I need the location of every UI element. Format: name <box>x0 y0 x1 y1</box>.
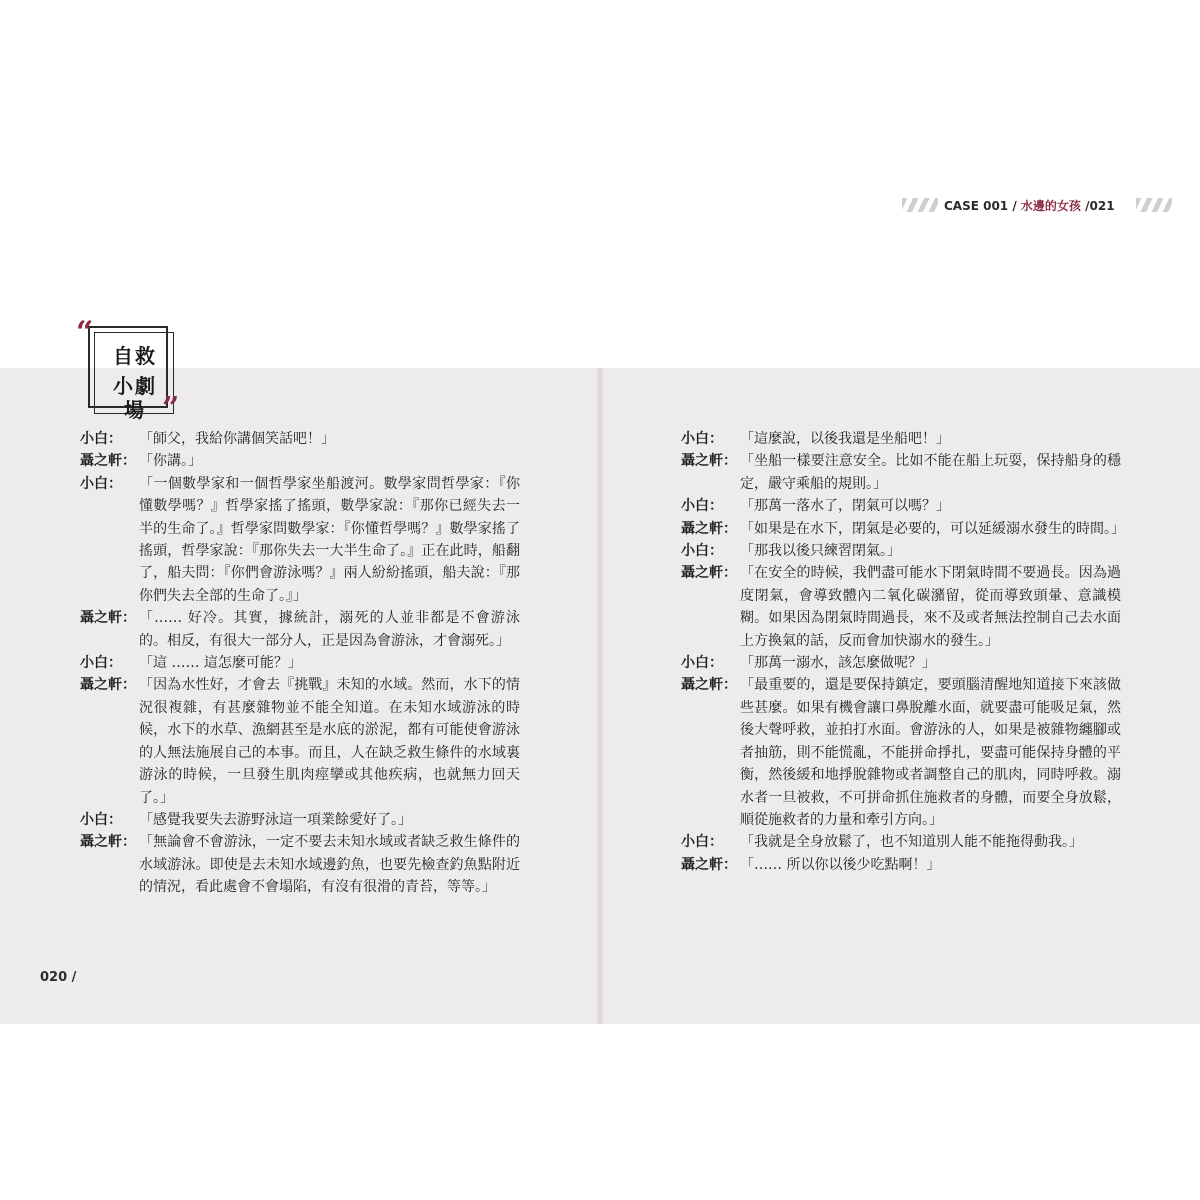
self-rescue-theater-title-box <box>76 315 182 426</box>
dialogue-text: 「無論會不會游泳，一定不要去未知水域或者缺乏救生條件的水域游泳。即使是去未知水域邊釣魚，也要先檢查釣魚點附近的情況，看此處會不會塌陷，有沒有很滑的青苔，等等。」 <box>139 834 520 896</box>
dialogue-text: 「在安全的時候，我們盡可能水下閉氣時間不要過長。因為過度閉氣，會導致體內二氧化碳瀦留，從而導致頭暈、意識模糊。如果因為閉氣時間過長，來不及或者無法控制自己去水面上方換氣的話，反而會加快溺水的發生。」 <box>740 565 1121 649</box>
speaker-name: 聶之軒： <box>80 610 136 627</box>
dialogue-line <box>80 674 520 808</box>
title-frame-dash <box>100 324 136 334</box>
title-line-2: 小劇場 <box>113 374 157 422</box>
speaker-name: 聶之軒： <box>80 453 136 470</box>
dialogue-line <box>681 450 1121 495</box>
right-dialogue <box>681 428 1125 876</box>
dialogue-text: 「一個數學家和一個哲學家坐船渡河。數學家問哲學家：『你懂數學嗎？』哲學家搖了搖頭，數學家說：『那你已經失去一半的生命了。』哲學家問數學家：『你懂哲學嗎？』數學家搖了搖頭，哲學家說：『那你失去一大半生命了。』正在此時，船翻了，船夫問：『你們會游泳嗎？』兩人紛紛搖頭，船夫說：『那你們失去全部的生命了。』」 <box>139 475 520 604</box>
dialogue-line <box>80 652 520 674</box>
speaker-name: 聶之軒： <box>681 565 737 582</box>
page-number-left: 020 / <box>40 970 77 985</box>
dialogue-text: 「師父，我給你講個笑話吧！」 <box>139 431 335 447</box>
speaker-name: 小白： <box>681 543 723 560</box>
dialogue-line <box>80 428 520 450</box>
speaker-name: 聶之軒： <box>681 677 737 694</box>
speaker-name: 小白： <box>80 811 122 828</box>
dialogue-text: 「如果是在水下，閉氣是必要的，可以延緩溺水發生的時間。」 <box>740 520 1125 537</box>
dialogue-line <box>80 831 520 898</box>
dialogue-text: 「那我以後只練習閉氣。」 <box>740 543 901 560</box>
speaker-name: 小白： <box>681 498 723 515</box>
speaker-name: 小白： <box>80 655 122 672</box>
dialogue-text: 「…… 所以你以後少吃點啊！」 <box>740 856 941 873</box>
speaker-name: 聶之軒： <box>80 834 136 851</box>
dialogue-line <box>80 450 520 472</box>
dialogue-line <box>681 674 1121 831</box>
close-quote-mark: ” <box>162 391 180 426</box>
dialogue-line <box>681 518 1125 540</box>
dialogue-text: 「那萬一落水了，閉氣可以嗎？」 <box>740 498 950 515</box>
dialogue-line <box>80 473 520 607</box>
dialogue-text: 「坐船一樣要注意安全。比如不能在船上玩耍，保持船身的穩定，嚴守乘船的規則。」 <box>740 453 1121 492</box>
dialogue-line <box>80 809 520 831</box>
speaker-name: 小白： <box>681 834 723 851</box>
speaker-name: 聶之軒： <box>681 520 737 537</box>
dialogue-text: 「這麼說，以後我還是坐船吧！」 <box>740 431 950 447</box>
speaker-name: 小白： <box>80 431 122 447</box>
dialogue-line <box>681 428 1121 450</box>
dialogue-text: 「我就是全身放鬆了，也不知道別人能不能拖得動我。」 <box>740 834 1083 851</box>
header-case: CASE 001 / <box>944 199 1017 213</box>
dialogue-line <box>681 495 1121 517</box>
running-header-text <box>944 196 1134 216</box>
dialogue-text: 「最重要的，還是要保持鎮定，要頭腦清醒地知道接下來該做些甚麼。如果有機會讓口鼻脫離水面，就要盡可能吸足氣，然後大聲呼救，並拍打水面。會游泳的人，如果是被雜物纏腳或者抽筋，則不能慌亂，不能拼命掙扎，要盡可能保持身體的平衡，然後緩和地掙脫雜物或者調整自己的肌肉，同時呼救。溺水者一旦被救，不可拼命抓住施救者的身體，而要全身放鬆，順從施救者的力量和牽引方向。」 <box>740 677 1121 828</box>
dialogue-line <box>80 607 520 652</box>
header-page-number: /021 <box>1085 199 1115 213</box>
dialogue-text: 「那萬一溺水，該怎麼做呢？」 <box>740 655 936 672</box>
dialogue-line <box>681 831 1121 853</box>
speaker-name: 小白： <box>681 431 723 447</box>
speaker-name: 小白： <box>80 475 122 492</box>
dialogue-text: 「你講。」 <box>139 453 202 470</box>
dialogue-line <box>681 540 1121 562</box>
left-dialogue <box>80 428 520 899</box>
dialogue-line <box>681 652 1121 674</box>
dialogue-text: 「…… 好冷。其實，據統計，溺死的人並非都是不會游泳的。相反，有很大一部分人，正是因為會游泳，才會溺死。」 <box>139 610 520 649</box>
speaker-name: 聶之軒： <box>681 453 737 470</box>
speaker-name: 聶之軒： <box>80 677 136 694</box>
title-line-1: 自救 <box>113 344 157 368</box>
dialogue-text: 「感覺我要失去游野泳這一項業餘愛好了。」 <box>139 811 412 828</box>
header-stripes-right <box>1136 198 1172 212</box>
running-header <box>902 196 1174 216</box>
dialogue-text: 「這 …… 這怎麼可能？」 <box>139 655 302 672</box>
header-stripes-left <box>902 198 938 212</box>
dialogue-line <box>681 562 1121 652</box>
dialogue-text: 「因為水性好，才會去『挑戰』未知的水域。然而，水下的情況很複雜，有甚麼雜物並不能全知道。在未知水域游泳的時候，水下的水草、漁網甚至是水底的淤泥，都有可能使會游泳的人無法施展自己的本事。而且，人在缺乏救生條件的水域裏游泳的時候，一旦發生肌肉痙攣或其他疾病，也就無力回天了。」 <box>139 677 520 806</box>
speaker-name: 小白： <box>681 655 723 672</box>
header-chapter: 水邊的女孩 <box>1020 199 1081 213</box>
speaker-name: 聶之軒： <box>681 856 737 873</box>
dialogue-line <box>681 854 1121 876</box>
open-quote-mark: “ <box>76 315 94 350</box>
